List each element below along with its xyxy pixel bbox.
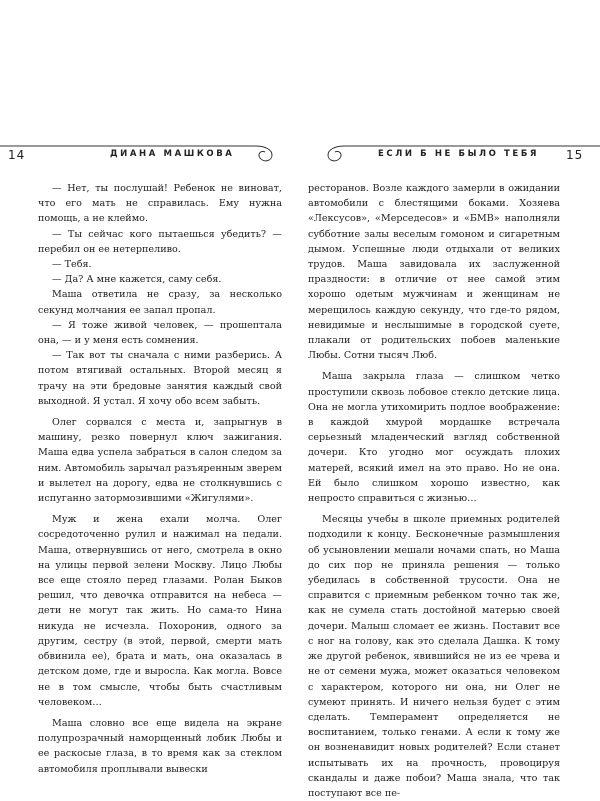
paragraph: Олег сорвался с места и, запрыгнув в машину, резко повернул ключ зажигания. Маша едва успела забраться в салон следом за ним. Автомобиль зарычал разъяренным зверем и вылетел на дорогу, едва не столкнувшись с испуганно затормозившими «Жигулями». (38, 417, 282, 505)
paragraph: Маша ответила не сразу, за несколько секунд молчания ее запал пропал. (38, 289, 282, 316)
paragraph: — Тебя. (52, 259, 92, 271)
left-page-number: 14 (8, 148, 26, 162)
paragraph: — Я тоже живой человек, — прошептала она, — и у меня есть сомнения. (38, 319, 282, 347)
paragraph: ресторанов. Возле каждого замерли в ожидании автомобили с блестящими боками. Хозяева «Лексусов», «Мерседесов» и «БМВ» наполняли субботние залы веселым гомоном и сигаретным дымом. Успешные люди отдыхали от великих трудов. Маша завидовала их заслуженной праздности: в отличие от нее самой этим хорошо одетым мужчинам и женщинам не мерещилось каждую секунду, что где-то рядом, невидимые и неслышимые в городской суете, плакали от родительских побоев маленькие Любы. Сотни тысяч Люб. (308, 183, 560, 362)
paragraph: Маша словно все еще видела на экране полупрозрачный наморщенный лобик Любы и ее раскосые глаза, в то время как за стеклом автомобиля проплывали вывески (38, 717, 282, 775)
right-page-number: 15 (566, 148, 584, 162)
paragraph: — Ты сейчас кого пытаешься убедить? — перебил он ее нетерпеливо. (38, 228, 282, 255)
left-page-text (38, 181, 282, 777)
paragraph: Муж и жена ехали молча. Олег сосредоточенно рулил и нажимал на педали. Маша, отвернувшись от него, смотрела в окно на улицы первой зелени Москву. Лицо Любы все еще стояло перед глазами. Ролан Быков решил, что девочка отправится на небеса — дети не могут так жить. Но сама-то Нина никуда не исчезла. Похоронив, одного за другим, сестру (в этой, первой, смерти мать обвинила ее), брата и мать, она оказалась в детском доме, где и выросла. Как могла. Вовсе не в том смысле, чтобы быть счастливым человеком… (38, 514, 282, 708)
paragraph: — Да? А мне кажется, саму себя. (52, 274, 222, 286)
right-page-text (308, 181, 560, 801)
right-page (300, 0, 600, 799)
right-running-header: ЕСЛИ Б НЕ БЫЛО ТЕБЯ (378, 149, 540, 159)
left-running-header: ДИАНА МАШКОВА (110, 149, 235, 159)
paragraph: — Так вот ты сначала с ними разберись. А потом втягивай остальных. Второй месяц я трачу на эти бредовые занятия каждый свой выходной. Я устал. Я хочу обо всем забыть. (38, 350, 282, 407)
paragraph: Маша закрыла глаза — слишком четко проступили сквозь лобовое стекло детские лица. Она не могла утихомирить подлое воображение: в каждой хмурой мордашке встречала серьезный младенческий взгляд собственной дочери. Кто угодно мог осуждать плохих матерей, всякий имел на это право. Но не она. Ей было слишком хорошо известно, как непросто справиться с жизнью… (308, 371, 560, 505)
left-page (0, 0, 300, 775)
paragraph: Месяцы учебы в школе приемных родителей подходили к концу. Бесконечные размышления об усыновлении мешали ночами спать, но Маша до сих пор не приняла решения — только убедилась в собственной трусости. Она не справится с приемным ребенком точно так же, как не сумела стать достойной матерью своей дочери. Малыш сломает ее жизнь. Поставит все с ног на голову, как это сделала Дашка. К тому же другой ребенок, явившийся не из ее чрева и не от семени мужа, может оказаться человеком с характером, которого ни она, ни Олег не сумеют принять. И ничего нельзя будет с этим сделать. Темперамент определяется не воспитанием, только генами. А если к тому же он возненавидит новых родителей? Если станет испытывать их на прочность, провоцируя скандалы и даже побои? Маша знала, что так поступают все пе- (308, 514, 560, 799)
paragraph: — Нет, ты послушай! Ребенок не виноват, что его мать не справилась. Ему нужна помощь, а не клеймо. (38, 183, 282, 225)
